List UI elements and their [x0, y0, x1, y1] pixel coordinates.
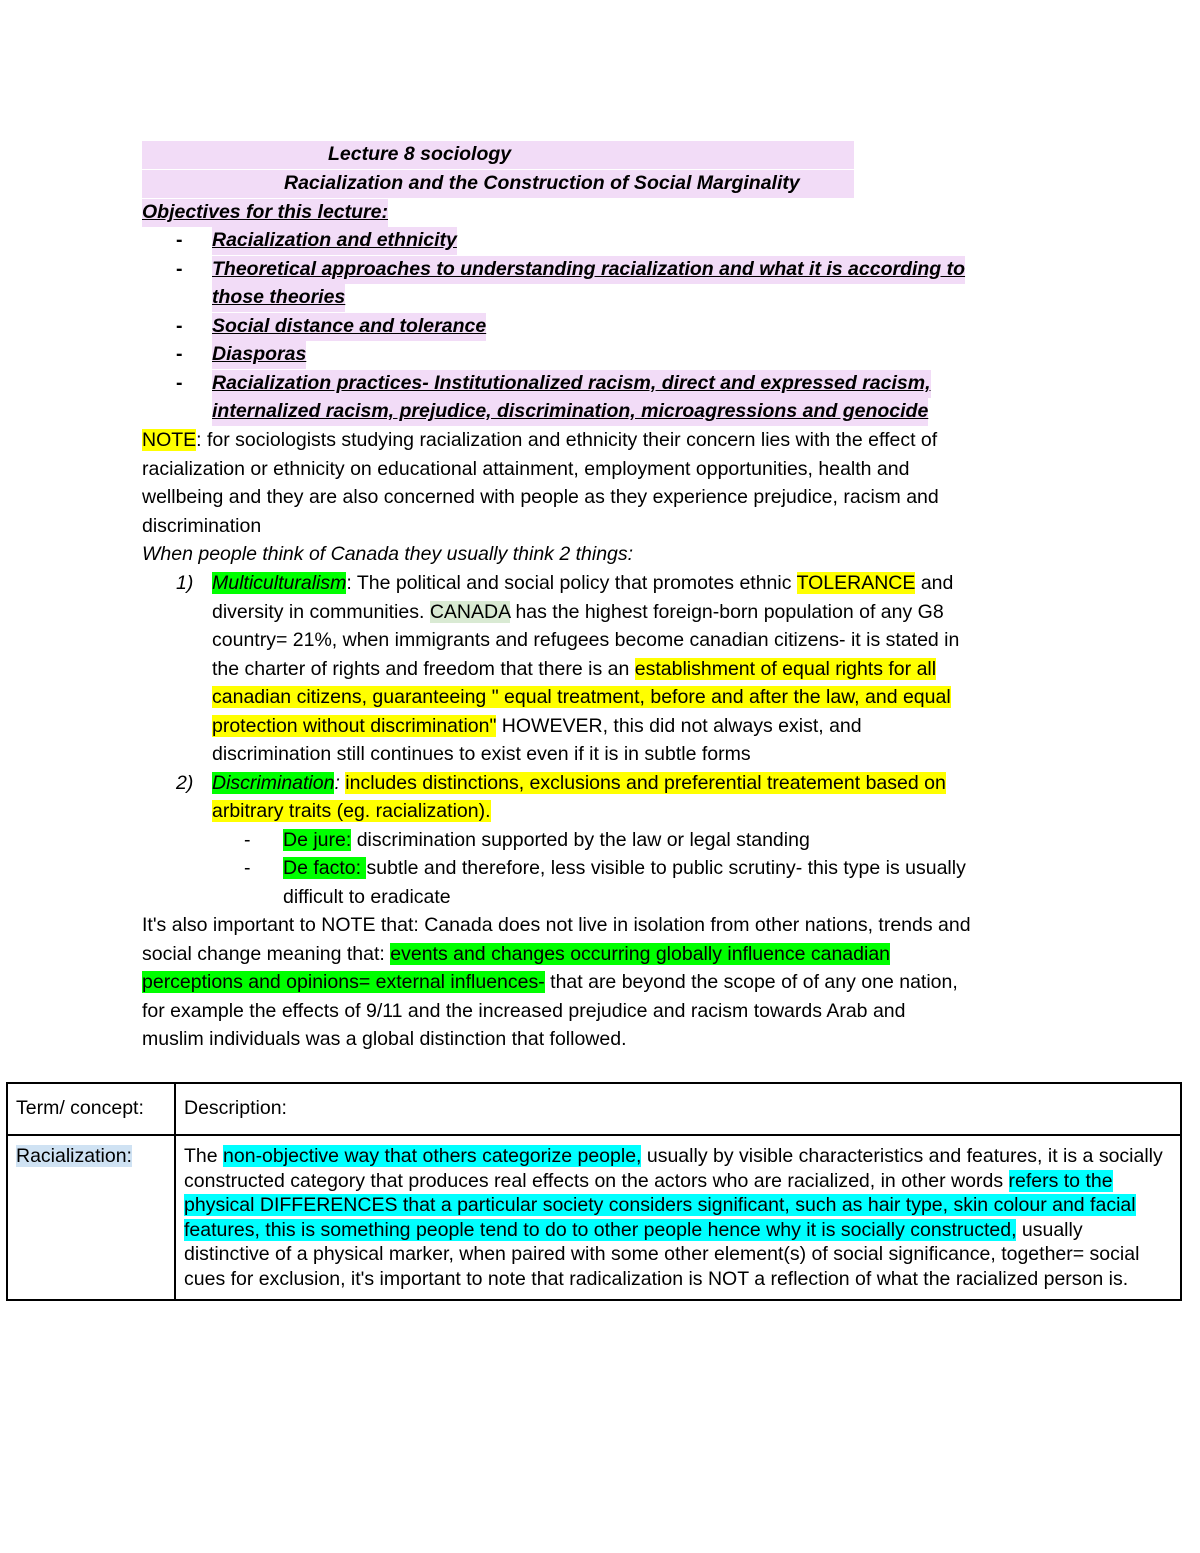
- text: usually distinctive of a physical marker, when paired with some other element(s) of social significance, together= social cues for exclusion, it's important to note that radicalization is NOT a reflection of what the racialized person is.: [184, 1218, 1140, 1290]
- discrimination-term: Discrimination: [212, 772, 335, 794]
- header-term: Term/ concept:: [7, 1083, 175, 1135]
- rights-highlight: protection without discrimination": [212, 715, 497, 737]
- discrimination-highlight: arbitrary traits (eg. racialization).: [212, 800, 491, 822]
- objective-item-continued: those theories: [212, 284, 345, 312]
- description-highlight: non-objective way that others categorize people,: [223, 1145, 642, 1167]
- note-text: : for sociologists studying racialization and ethnicity their concern lies with the effect of: [196, 429, 938, 451]
- description-highlight: refers to the physical DIFFERENCES that a particular society considers significant, such as hair type, skin colour and facial features, this is something people tend to do to other people hence why it is socially constructed,: [184, 1169, 1136, 1241]
- sub-bullet-dash: -: [244, 857, 251, 879]
- global-line: [142, 969, 958, 997]
- de-jure-term: De jure:: [283, 829, 352, 851]
- canada-intro: When people think of Canada they usually think 2 things:: [142, 543, 634, 565]
- table-row: [7, 1135, 1181, 1300]
- global-line: It's also important to NOTE that: Canada does not live in isolation from other nations, trends and: [142, 914, 971, 936]
- lecture-subtitle-text: Racialization and the Construction of Social Marginality: [284, 172, 800, 194]
- text: the charter of rights and freedom that there is an: [212, 658, 635, 680]
- note-line: discrimination: [142, 515, 262, 537]
- multiculturalism-line: [212, 684, 951, 712]
- multiculturalism-line: [212, 570, 953, 598]
- row-term: Racialization:: [16, 1145, 132, 1167]
- multiculturalism-line: [212, 599, 944, 627]
- terms-table: [6, 1082, 1182, 1301]
- table-header-row: [7, 1083, 1181, 1135]
- note-line: racialization or ethnicity on educational attainment, employment opportunities, health and: [142, 458, 910, 480]
- item-number: 2): [176, 772, 194, 794]
- de-facto-line: [283, 855, 966, 883]
- bullet-dash: -: [176, 229, 183, 251]
- rights-highlight: establishment of equal rights for all: [634, 658, 937, 680]
- de-jure-line: [283, 827, 810, 855]
- text: and: [915, 572, 954, 594]
- global-highlight: events and changes occurring globally influence canadian: [390, 943, 891, 965]
- tolerance-highlight: TOLERANCE: [796, 572, 916, 594]
- objective-item-continued: internalized racism, prejudice, discrimination, microagressions and genocide: [212, 398, 928, 426]
- objective-item: Diasporas: [212, 341, 306, 369]
- text: has the highest foreign-born population of any G8: [510, 601, 944, 623]
- text: social change meaning that:: [142, 943, 391, 965]
- multiculturalism-line: [212, 713, 862, 741]
- objective-item: Social distance and tolerance: [212, 313, 486, 341]
- text: :: [334, 772, 346, 794]
- bullet-dash: -: [176, 372, 183, 394]
- de-facto-term: De facto:: [283, 857, 367, 879]
- de-facto-line: difficult to eradicate: [283, 886, 451, 908]
- note-line: wellbeing and they are also concerned with people as they experience prejudice, racism and: [142, 486, 939, 508]
- objective-item: Theoretical approaches to understanding racialization and what it is according to: [212, 256, 965, 284]
- multiculturalism-line: [212, 656, 936, 684]
- bullet-dash: -: [176, 315, 183, 337]
- note-label: NOTE: [142, 429, 197, 451]
- multiculturalism-term: Multiculturalism: [212, 572, 347, 594]
- text: : The political and social policy that promotes ethnic: [346, 572, 797, 594]
- global-line: for example the effects of 9/11 and the increased prejudice and racism towards Arab and: [142, 1000, 906, 1022]
- lecture-title: [142, 141, 854, 169]
- text: discrimination supported by the law or legal standing: [351, 829, 810, 851]
- bullet-dash: -: [176, 258, 183, 280]
- text: subtle and therefore, less visible to public scrutiny- this type is usually: [366, 857, 966, 879]
- discrimination-highlight: includes distinctions, exclusions and preferential treatement based on: [345, 772, 946, 794]
- discrimination-line: [212, 798, 491, 826]
- discrimination-line: [212, 770, 946, 798]
- row-description-cell: [175, 1135, 1181, 1300]
- text: HOWEVER, this did not always exist, and: [496, 715, 862, 737]
- sub-bullet-dash: -: [244, 829, 251, 851]
- canada-highlight: CANADA: [429, 601, 511, 623]
- header-description: Description:: [175, 1083, 1181, 1135]
- text: The: [184, 1145, 224, 1167]
- global-line: [142, 941, 890, 969]
- lecture-subtitle: [142, 170, 854, 198]
- row-term-cell: [7, 1135, 175, 1300]
- objective-item: Racialization practices- Institutionalized racism, direct and expressed racism,: [212, 370, 931, 398]
- global-line: muslim individuals was a global distinction that followed.: [142, 1028, 627, 1050]
- rights-highlight: canadian citizens, guaranteeing " equal treatment, before and after the law, and equal: [212, 686, 951, 708]
- global-highlight: perceptions and opinions= external influences-: [142, 971, 545, 993]
- note-line: [142, 427, 937, 455]
- objective-item: Racialization and ethnicity: [212, 227, 457, 255]
- multiculturalism-line: country= 21%, when immigrants and refugees become canadian citizens- it is stated in: [212, 629, 960, 651]
- text: usually by visible characteristics and features, it is a socially constructed category that produces real effects on the actors who are racialized, in other words: [184, 1145, 1163, 1192]
- text: diversity in communities.: [212, 601, 430, 623]
- lecture-title-text: Lecture 8 sociology: [328, 143, 512, 165]
- multiculturalism-line: discrimination still continues to exist even if it is in subtle forms: [212, 743, 751, 765]
- item-number: 1): [176, 572, 194, 594]
- text: that are beyond the scope of of any one nation,: [544, 971, 958, 993]
- objectives-label: Objectives for this lecture:: [142, 199, 388, 227]
- bullet-dash: -: [176, 343, 183, 365]
